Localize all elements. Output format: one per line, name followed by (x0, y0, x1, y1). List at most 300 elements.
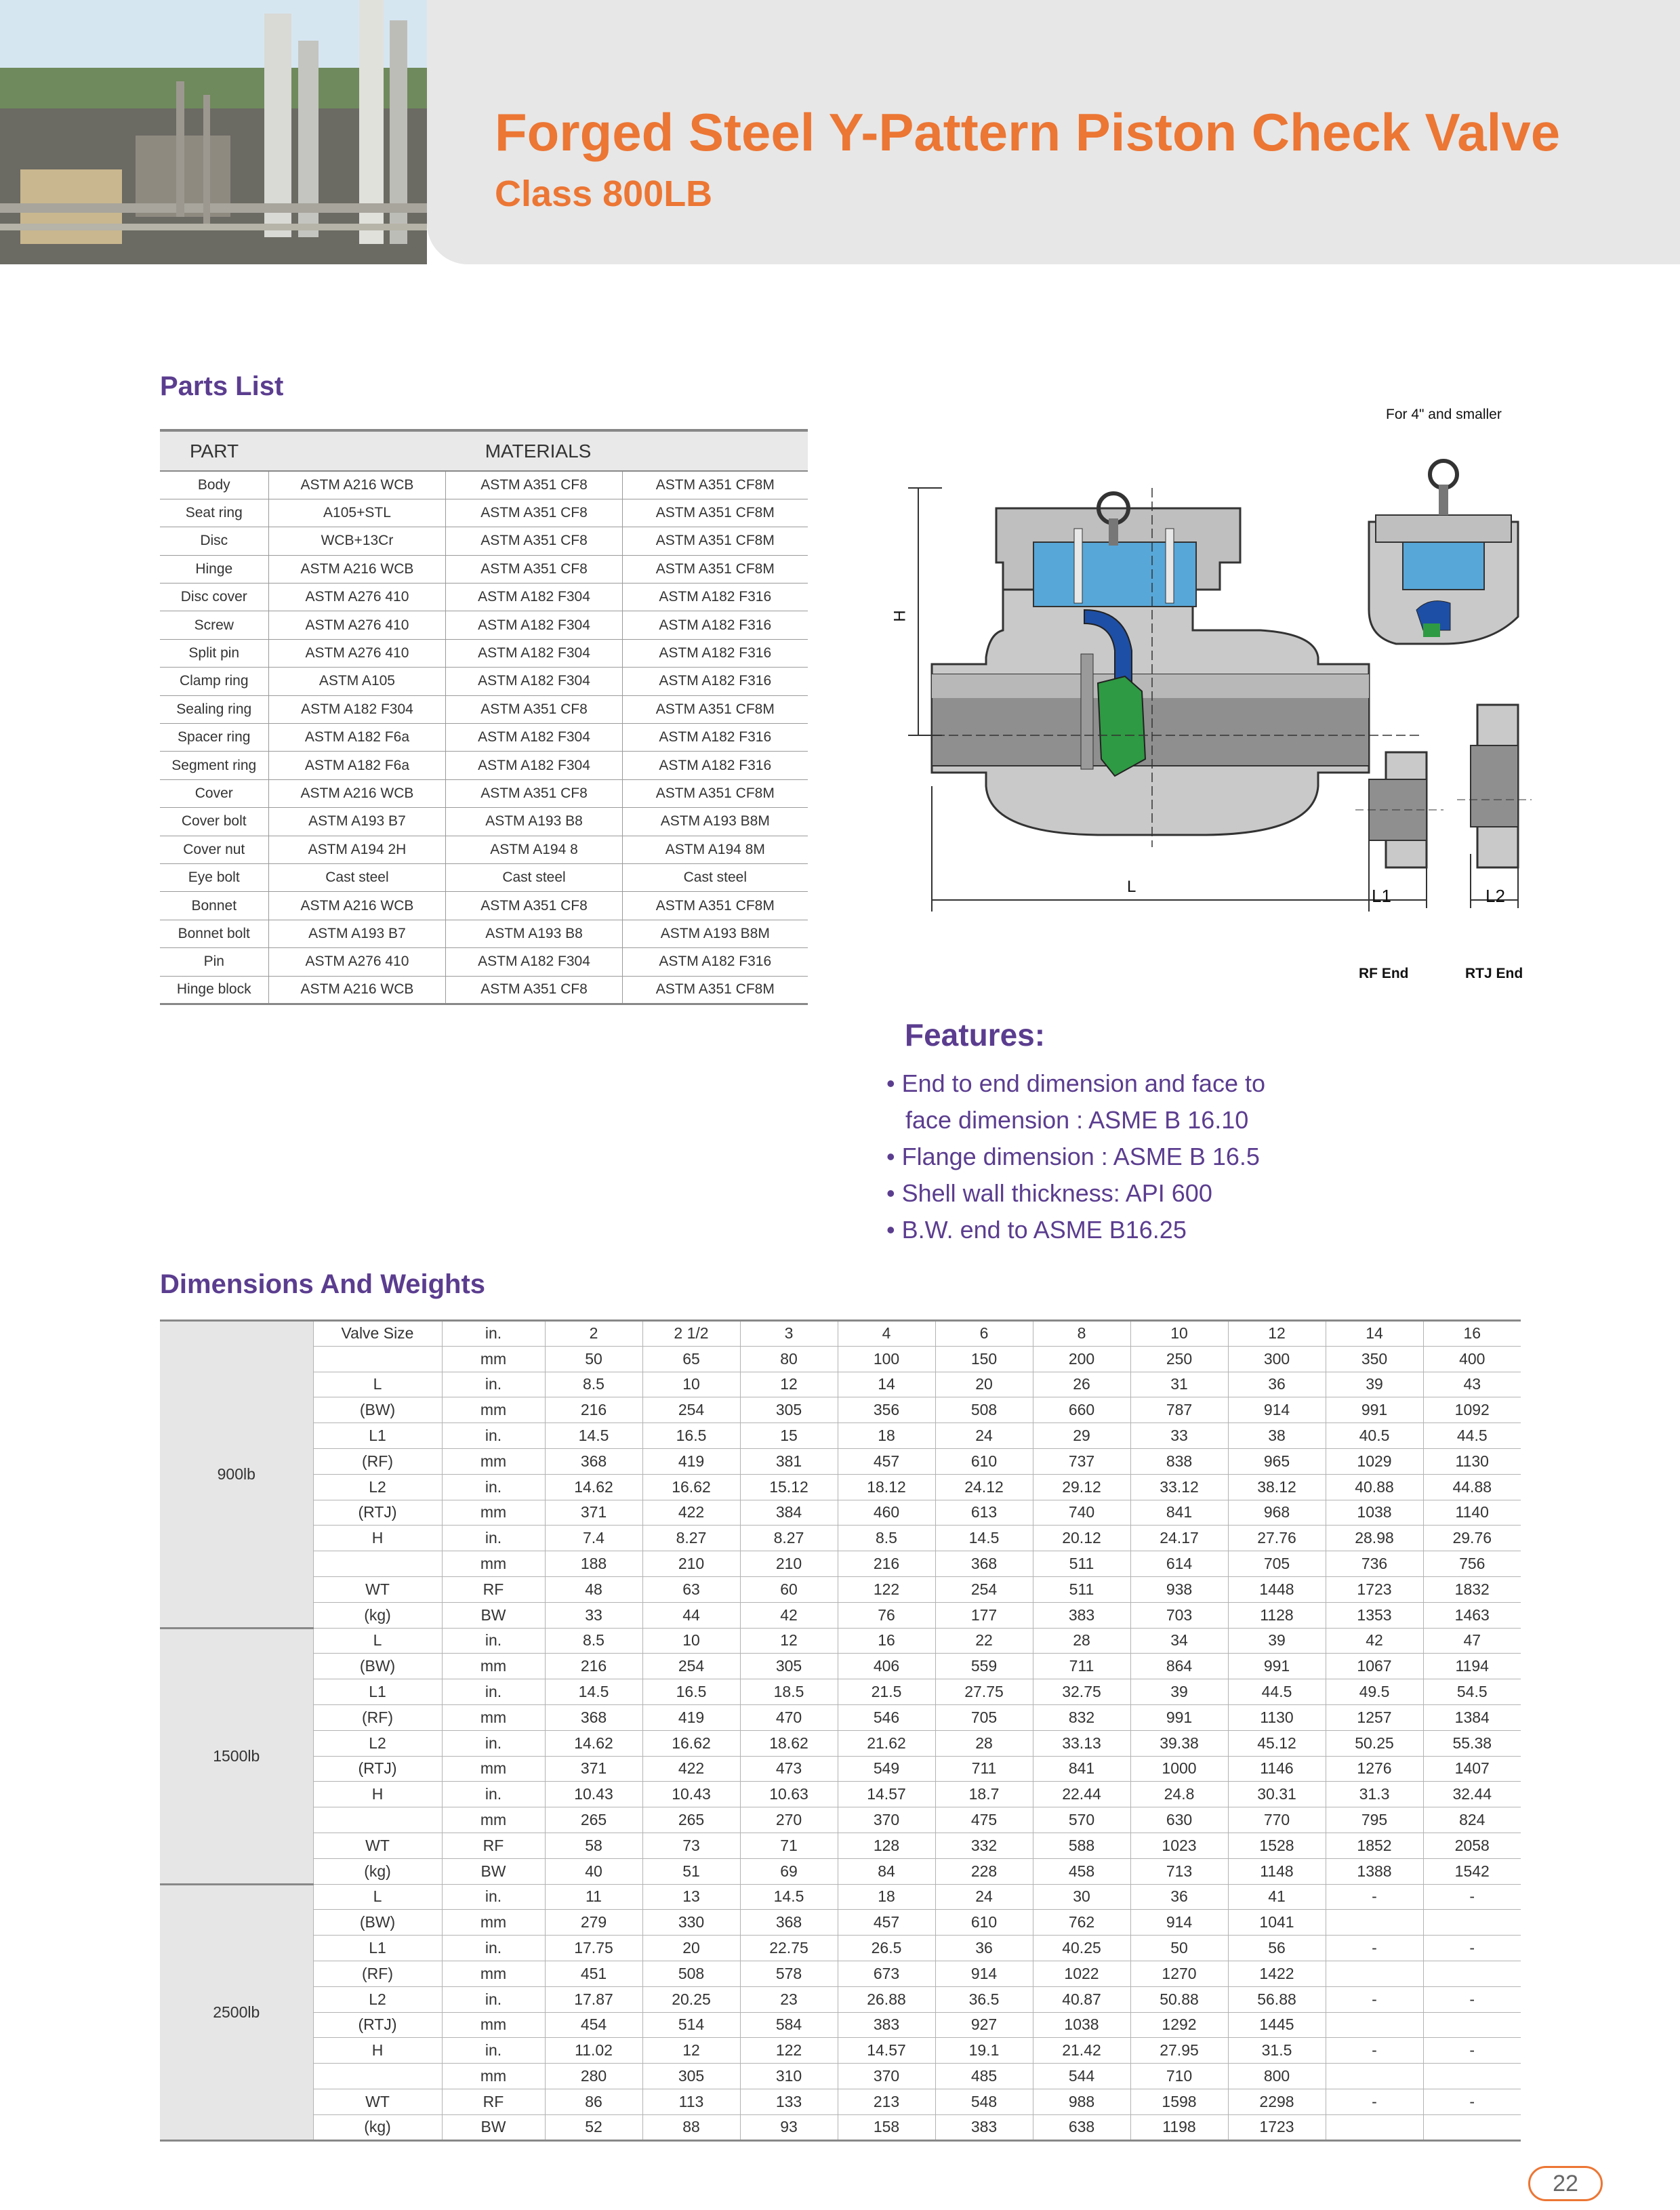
value-cell: 544 (1033, 2064, 1130, 2089)
unit-cell: in. (442, 1372, 545, 1397)
material-cell: ASTM A351 CF8M (622, 892, 808, 920)
part-name-cell: Disc cover (160, 584, 268, 611)
value-cell: 52 (545, 2114, 642, 2140)
value-cell: 1598 (1130, 2089, 1228, 2114)
value-cell: 368 (935, 1551, 1033, 1577)
value-cell: 991 (1228, 1654, 1326, 1679)
small-valve-note: For 4" and smaller (1386, 407, 1502, 422)
value-cell: 21.62 (838, 1730, 935, 1756)
value-cell: 20 (642, 1936, 740, 1961)
material-cell: ASTM A193 B7 (268, 808, 446, 836)
value-cell: 36 (1228, 1372, 1326, 1397)
dims-row (160, 1372, 1521, 1397)
value-cell: - (1423, 2089, 1521, 2114)
value-cell: 44.5 (1423, 1423, 1521, 1449)
part-name-cell: Clamp ring (160, 668, 268, 695)
value-cell: - (1326, 1986, 1423, 2012)
value-cell: 18 (838, 1884, 935, 1910)
value-cell: 84 (838, 1858, 935, 1884)
value-cell: 12 (740, 1372, 838, 1397)
material-cell: WCB+13Cr (268, 527, 446, 555)
unit-cell: mm (442, 2012, 545, 2038)
dimension-label-cell: L (313, 1884, 442, 1910)
parts-header-part: PART (160, 430, 268, 471)
value-cell: 1270 (1130, 1961, 1228, 1986)
value-cell: 610 (935, 1910, 1033, 1936)
value-cell: 14.62 (545, 1474, 642, 1500)
unit-cell: in. (442, 1936, 545, 1961)
value-cell: 371 (545, 1756, 642, 1782)
value-cell: 280 (545, 2064, 642, 2089)
dimension-label-cell: (RF) (313, 1961, 442, 1986)
dimension-label-cell: H (313, 1782, 442, 1807)
dims-row (160, 1858, 1521, 1884)
material-cell: ASTM A182 F316 (622, 948, 808, 976)
material-cell: ASTM A194 2H (268, 836, 446, 863)
value-cell (1423, 1910, 1521, 1936)
value-cell: 128 (838, 1833, 935, 1858)
value-cell: 1022 (1033, 1961, 1130, 1986)
part-name-cell: Pin (160, 948, 268, 976)
dimension-label-cell: (kg) (313, 1602, 442, 1628)
unit-cell: BW (442, 2114, 545, 2140)
value-cell: 33 (545, 1602, 642, 1628)
dims-row (160, 1321, 1521, 1347)
part-name-cell: Cover nut (160, 836, 268, 863)
value-cell: 33 (1130, 1423, 1228, 1449)
part-name-cell: Split pin (160, 639, 268, 667)
value-cell: 29.76 (1423, 1526, 1521, 1551)
value-cell: 14.5 (545, 1679, 642, 1705)
value-cell: 13 (642, 1884, 740, 1910)
valve-section-small (1369, 461, 1518, 644)
dimension-label-cell: (RF) (313, 1448, 442, 1474)
material-cell: ASTM A276 410 (268, 611, 446, 639)
part-name-cell: Bonnet bolt (160, 920, 268, 947)
value-cell: 30 (1033, 1884, 1130, 1910)
dims-row (160, 1986, 1521, 2012)
dimension-label-cell: L1 (313, 1679, 442, 1705)
part-name-cell: Eye bolt (160, 863, 268, 891)
value-cell: 508 (642, 1961, 740, 1986)
parts-row (160, 499, 808, 527)
value-cell: 26.5 (838, 1936, 935, 1961)
value-cell: 1528 (1228, 1833, 1326, 1858)
value-cell: 20 (935, 1372, 1033, 1397)
value-cell: 14.5 (740, 1884, 838, 1910)
value-cell: 270 (740, 1807, 838, 1833)
value-cell: 454 (545, 2012, 642, 2038)
value-cell: 65 (642, 1346, 740, 1372)
value-cell: 383 (935, 2114, 1033, 2140)
value-cell: 33.13 (1033, 1730, 1130, 1756)
dim-label-h: H (890, 610, 909, 622)
value-cell: 740 (1033, 1500, 1130, 1526)
value-cell: 21.5 (838, 1679, 935, 1705)
value-cell: 40 (545, 1858, 642, 1884)
value-cell: 927 (935, 2012, 1033, 2038)
value-cell: 613 (935, 1500, 1033, 1526)
material-cell: ASTM A351 CF8M (622, 695, 808, 723)
value-cell: 28.98 (1326, 1526, 1423, 1551)
value-cell: 28 (1033, 1628, 1130, 1654)
dimension-label-cell (313, 1346, 442, 1372)
value-cell: 23 (740, 1986, 838, 2012)
value-cell: 2298 (1228, 2089, 1326, 2114)
value-cell: 2 1/2 (642, 1321, 740, 1347)
value-cell: 305 (740, 1654, 838, 1679)
unit-cell: in. (442, 1474, 545, 1500)
dimensions-table (160, 1319, 1521, 2142)
dimension-label-cell: WT (313, 1576, 442, 1602)
value-cell: 368 (740, 1910, 838, 1936)
value-cell: 400 (1423, 1346, 1521, 1372)
material-cell: ASTM A182 F304 (268, 695, 446, 723)
unit-cell: mm (442, 1704, 545, 1730)
value-cell: 32.75 (1033, 1679, 1130, 1705)
dim-label-l1: L1 (1372, 886, 1391, 906)
value-cell: 422 (642, 1756, 740, 1782)
value-cell: - (1423, 1936, 1521, 1961)
value-cell: 210 (642, 1551, 740, 1577)
value-cell: 864 (1130, 1654, 1228, 1679)
value-cell: 22.75 (740, 1936, 838, 1961)
dims-row (160, 1782, 1521, 1807)
rtj-end-label: RTJ End (1465, 966, 1523, 981)
material-cell: Cast steel (446, 863, 622, 891)
value-cell: 824 (1423, 1807, 1521, 1833)
value-cell: 711 (935, 1756, 1033, 1782)
value-cell: 1029 (1326, 1448, 1423, 1474)
dims-row (160, 2114, 1521, 2140)
value-cell: 660 (1033, 1397, 1130, 1423)
value-cell: 86 (545, 2089, 642, 2114)
pressure-class-cell: 2500lb (160, 1884, 313, 2140)
value-cell: 2058 (1423, 1833, 1521, 1858)
value-cell: 610 (935, 1448, 1033, 1474)
dimension-label-cell (313, 1551, 442, 1577)
value-cell: 16.5 (642, 1679, 740, 1705)
material-cell: Cast steel (622, 863, 808, 891)
unit-cell: BW (442, 1602, 545, 1628)
value-cell (1423, 2114, 1521, 2140)
value-cell: 383 (838, 2012, 935, 2038)
value-cell: 371 (545, 1500, 642, 1526)
value-cell: 548 (935, 2089, 1033, 2114)
dimension-label-cell: L1 (313, 1423, 442, 1449)
material-cell: ASTM A351 CF8M (622, 976, 808, 1004)
value-cell: 419 (642, 1704, 740, 1730)
dims-row (160, 1628, 1521, 1654)
dims-row (160, 1397, 1521, 1423)
value-cell: 38 (1228, 1423, 1326, 1449)
value-cell: 50 (1130, 1936, 1228, 1961)
value-cell: 965 (1228, 1448, 1326, 1474)
dimension-label-cell: WT (313, 2089, 442, 2114)
value-cell: 22 (935, 1628, 1033, 1654)
value-cell: 69 (740, 1858, 838, 1884)
dims-row (160, 1961, 1521, 1986)
parts-row (160, 668, 808, 695)
value-cell: - (1423, 1884, 1521, 1910)
material-cell: ASTM A351 CF8M (622, 499, 808, 527)
value-cell: 1353 (1326, 1602, 1423, 1628)
value-cell: 16.62 (642, 1730, 740, 1756)
value-cell: 705 (935, 1704, 1033, 1730)
value-cell: - (1326, 2089, 1423, 2114)
value-cell: 1422 (1228, 1961, 1326, 1986)
unit-cell: in. (442, 1986, 545, 2012)
value-cell: 762 (1033, 1910, 1130, 1936)
unit-cell: mm (442, 1910, 545, 1936)
value-cell: 368 (545, 1704, 642, 1730)
value-cell: 24.17 (1130, 1526, 1228, 1551)
value-cell: 60 (740, 1576, 838, 1602)
unit-cell: RF (442, 2089, 545, 2114)
pressure-class-cell: 900lb (160, 1321, 313, 1629)
value-cell: 39 (1228, 1628, 1326, 1654)
value-cell: 43 (1423, 1372, 1521, 1397)
value-cell (1326, 2012, 1423, 2038)
material-cell: ASTM A105 (268, 668, 446, 695)
parts-row (160, 471, 808, 499)
value-cell: 1038 (1326, 1500, 1423, 1526)
value-cell: 4 (838, 1321, 935, 1347)
material-cell: ASTM A216 WCB (268, 779, 446, 807)
value-cell: 1038 (1033, 2012, 1130, 2038)
value-cell: 15 (740, 1423, 838, 1449)
material-cell: ASTM A182 F304 (446, 611, 622, 639)
value-cell: 10 (642, 1372, 740, 1397)
material-cell: ASTM A216 WCB (268, 471, 446, 499)
value-cell: 1463 (1423, 1602, 1521, 1628)
value-cell: 44.5 (1228, 1679, 1326, 1705)
value-cell: 56 (1228, 1936, 1326, 1961)
value-cell: 71 (740, 1833, 838, 1858)
value-cell: 31.3 (1326, 1782, 1423, 1807)
part-name-cell: Spacer ring (160, 724, 268, 752)
unit-cell: in. (442, 1628, 545, 1654)
dims-row (160, 1730, 1521, 1756)
value-cell: 8 (1033, 1321, 1130, 1347)
dimension-label-cell: L2 (313, 1986, 442, 2012)
value-cell: 305 (740, 1397, 838, 1423)
material-cell: ASTM A351 CF8M (622, 471, 808, 499)
dims-row (160, 1474, 1521, 1500)
value-cell: 279 (545, 1910, 642, 1936)
unit-cell: BW (442, 1858, 545, 1884)
value-cell: 20.25 (642, 1986, 740, 2012)
dims-row (160, 1807, 1521, 1833)
value-cell: 12 (740, 1628, 838, 1654)
material-cell: ASTM A182 F316 (622, 724, 808, 752)
value-cell: 1832 (1423, 1576, 1521, 1602)
unit-cell: in. (442, 1679, 545, 1705)
value-cell: 370 (838, 2064, 935, 2089)
value-cell: 40.87 (1033, 1986, 1130, 2012)
value-cell: 1194 (1423, 1654, 1521, 1679)
dims-row (160, 2038, 1521, 2064)
material-cell: ASTM A194 8 (446, 836, 622, 863)
value-cell: 14.5 (545, 1423, 642, 1449)
value-cell: 470 (740, 1704, 838, 1730)
value-cell: 630 (1130, 1807, 1228, 1833)
unit-cell: in. (442, 1730, 545, 1756)
parts-row (160, 639, 808, 667)
value-cell (1326, 2114, 1423, 2140)
value-cell: 508 (935, 1397, 1033, 1423)
page-title: Forged Steel Y-Pattern Piston Check Valve (495, 102, 1561, 162)
parts-row (160, 892, 808, 920)
value-cell: 40.5 (1326, 1423, 1423, 1449)
value-cell: 10.43 (642, 1782, 740, 1807)
value-cell (1423, 2012, 1521, 2038)
value-cell: 1000 (1130, 1756, 1228, 1782)
parts-row (160, 836, 808, 863)
value-cell: 2 (545, 1321, 642, 1347)
value-cell: 514 (642, 2012, 740, 2038)
value-cell: 1852 (1326, 1833, 1423, 1858)
value-cell: 381 (740, 1448, 838, 1474)
material-cell: Cast steel (268, 863, 446, 891)
value-cell (1423, 1961, 1521, 1986)
part-name-cell: Segment ring (160, 752, 268, 779)
value-cell: 1388 (1326, 1858, 1423, 1884)
part-name-cell: Cover bolt (160, 808, 268, 836)
value-cell: 12 (642, 2038, 740, 2064)
feature-item: • B.W. end to ASME B16.25 (886, 1216, 1187, 1244)
unit-cell: in. (442, 2038, 545, 2064)
value-cell: 1723 (1326, 1576, 1423, 1602)
value-cell: 254 (642, 1397, 740, 1423)
dims-row (160, 1756, 1521, 1782)
material-cell: ASTM A182 F316 (622, 668, 808, 695)
unit-cell: mm (442, 1807, 545, 1833)
value-cell: 8.27 (642, 1526, 740, 1551)
unit-cell: in. (442, 1423, 545, 1449)
value-cell: 24.12 (935, 1474, 1033, 1500)
value-cell: 1407 (1423, 1756, 1521, 1782)
value-cell: 736 (1326, 1551, 1423, 1577)
value-cell: 22.44 (1033, 1782, 1130, 1807)
value-cell: 31 (1130, 1372, 1228, 1397)
value-cell: 24.8 (1130, 1782, 1228, 1807)
parts-row (160, 976, 808, 1004)
dims-row (160, 2064, 1521, 2089)
value-cell: 33.12 (1130, 1474, 1228, 1500)
dimension-label-cell: L2 (313, 1474, 442, 1500)
value-cell: 34 (1130, 1628, 1228, 1654)
dimension-label-cell (313, 2064, 442, 2089)
value-cell: 473 (740, 1756, 838, 1782)
part-name-cell: Hinge (160, 555, 268, 583)
dims-row (160, 1448, 1521, 1474)
value-cell: 549 (838, 1756, 935, 1782)
value-cell: 14.62 (545, 1730, 642, 1756)
value-cell: 584 (740, 2012, 838, 2038)
value-cell: 200 (1033, 1346, 1130, 1372)
value-cell: 1146 (1228, 1756, 1326, 1782)
page-subtitle: Class 800LB (495, 173, 713, 214)
value-cell: 30.31 (1228, 1782, 1326, 1807)
value-cell: 29 (1033, 1423, 1130, 1449)
value-cell: 458 (1033, 1858, 1130, 1884)
value-cell: 27.75 (935, 1679, 1033, 1705)
material-cell: ASTM A182 F316 (622, 639, 808, 667)
part-name-cell: Screw (160, 611, 268, 639)
value-cell: 711 (1033, 1654, 1130, 1679)
value-cell: 50.25 (1326, 1730, 1423, 1756)
value-cell: 122 (740, 2038, 838, 2064)
parts-list-title: Parts List (160, 371, 284, 401)
value-cell: 45.12 (1228, 1730, 1326, 1756)
material-cell: ASTM A351 CF8 (446, 976, 622, 1004)
value-cell: 80 (740, 1346, 838, 1372)
material-cell: ASTM A351 CF8 (446, 499, 622, 527)
parts-row (160, 863, 808, 891)
value-cell: 36 (935, 1936, 1033, 1961)
parts-header-materials: MATERIALS (268, 430, 808, 471)
value-cell: 265 (642, 1807, 740, 1833)
value-cell: 356 (838, 1397, 935, 1423)
value-cell: 991 (1130, 1704, 1228, 1730)
value-cell: 511 (1033, 1576, 1130, 1602)
unit-cell: in. (442, 1526, 545, 1551)
value-cell: 12 (1228, 1321, 1326, 1347)
value-cell: 18.62 (740, 1730, 838, 1756)
value-cell: 16.62 (642, 1474, 740, 1500)
feature-item: • End to end dimension and face to (886, 1069, 1265, 1097)
dimensions-title: Dimensions And Weights (160, 1269, 486, 1299)
value-cell (1326, 2064, 1423, 2089)
value-cell: 40.88 (1326, 1474, 1423, 1500)
dimension-label-cell: Valve Size (313, 1321, 442, 1347)
value-cell: 16 (838, 1628, 935, 1654)
value-cell: 73 (642, 1833, 740, 1858)
rf-end-section (1355, 752, 1443, 908)
material-cell: ASTM A182 F304 (446, 948, 622, 976)
value-cell: 10 (642, 1628, 740, 1654)
value-cell: 36.5 (935, 1986, 1033, 2012)
material-cell: ASTM A182 F316 (622, 752, 808, 779)
value-cell: 216 (545, 1397, 642, 1423)
value-cell: 27.76 (1228, 1526, 1326, 1551)
value-cell: 1023 (1130, 1833, 1228, 1858)
value-cell: 8.5 (545, 1372, 642, 1397)
value-cell: 370 (838, 1807, 935, 1833)
material-cell: ASTM A216 WCB (268, 976, 446, 1004)
value-cell: 1257 (1326, 1704, 1423, 1730)
value-cell: 838 (1130, 1448, 1228, 1474)
value-cell: 988 (1033, 2089, 1130, 2114)
value-cell: 457 (838, 1448, 935, 1474)
value-cell: 559 (935, 1654, 1033, 1679)
material-cell: ASTM A193 B8 (446, 808, 622, 836)
value-cell: 20.12 (1033, 1526, 1130, 1551)
value-cell: 42 (740, 1602, 838, 1628)
material-cell: ASTM A216 WCB (268, 555, 446, 583)
value-cell: 24 (935, 1423, 1033, 1449)
dimension-label-cell: (kg) (313, 1858, 442, 1884)
value-cell: - (1326, 1936, 1423, 1961)
value-cell: 58 (545, 1833, 642, 1858)
value-cell: 50 (545, 1346, 642, 1372)
value-cell: 673 (838, 1961, 935, 1986)
dim-label-l: L (1127, 878, 1136, 896)
value-cell: 7.4 (545, 1526, 642, 1551)
value-cell: 15.12 (740, 1474, 838, 1500)
dimension-label-cell: L (313, 1372, 442, 1397)
